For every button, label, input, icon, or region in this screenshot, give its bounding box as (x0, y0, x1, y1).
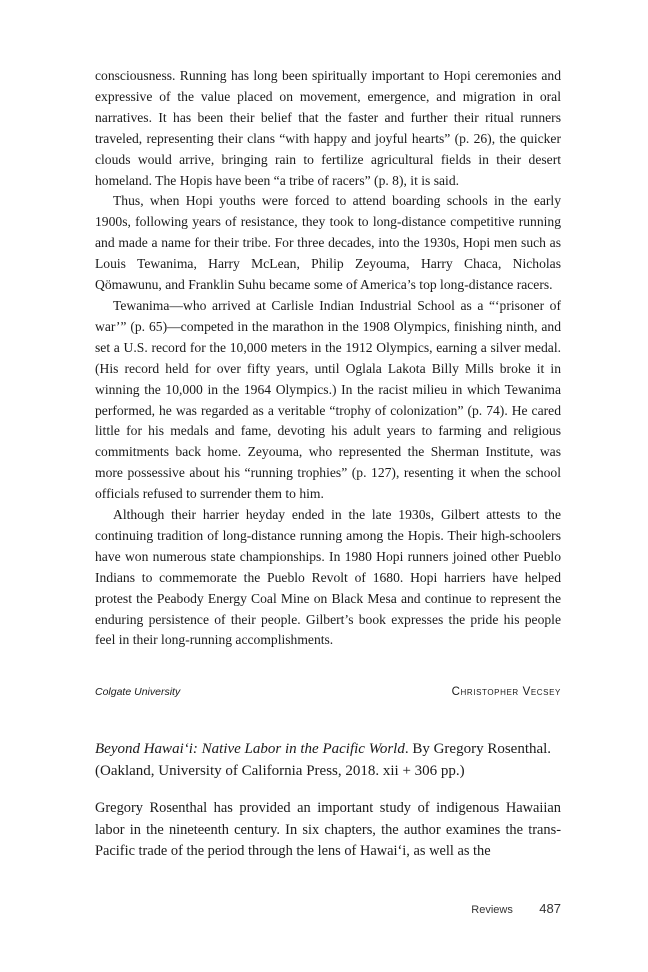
page-number: 487 (539, 901, 561, 916)
paragraph: Tewanima—who arrived at Carlisle Indian Industrial School as a “‘prisoner of war’” (p. 65)—competed in the marathon in the 1908 Olympics, finishing ninth, and set a U.S. record for the 10,000 meters in the 1912 Olympics, earning a silver medal. (His record held for over fifty years, until Oglala Lakota Billy Mills broke it in winning the 10,000 in the 1964 Olympics.) In the racist milieu in which Tewanima performed, he was regarded as a veritable “trophy of colonization” (p. 74). He cared little for his medals and fame, devoting his adult years to farming and religious commitments back home. Zeyouma, who represented the Sherman Institute, was more possessive about his “running trophies” (p. 127), resenting it when the school officials refused to surrender them to him. (95, 297, 561, 502)
paragraph: Thus, when Hopi youths were forced to attend boarding schools in the early 1900s, following years of resistance, they took to long-distance competitive running and made a name for their tribe. For three decades, into the 1930s, Hopi men such as Louis Tewanima, Harry McLean, Philip Zeyouma, Harry Chaca, Nicholas Qömawunu, and Franklin Suhu became some of America’s top long-distance racers. (95, 193, 561, 293)
reviewer-affiliation: Colgate University (95, 686, 181, 698)
reviewer-name: Christopher Vecsey (451, 686, 561, 698)
paragraph: Although their harrier heyday ended in the late 1930s, Gilbert attests to the continuing tradition of long-distance running among the Hopis. Their high-schoolers have won numerous state championships. In 1980 Hopi runners joined other Pueblo Indians to commemorate the Pueblo Revolt of 1680. Hopi harriers have helped protest the Peabody Energy Coal Mine on Black Mesa and continue to represent the enduring persistence of their people. Gilbert’s book expresses the pride his people feel in their long-running accomplishments. (95, 507, 561, 648)
review-signature (95, 684, 561, 700)
review-body (95, 798, 561, 863)
book-title: Beyond Hawai‘i: Native Labor in the Pacific World (95, 741, 405, 757)
paragraph: consciousness. Running has long been spiritually important to Hopi ceremonies and expressive of the value placed on movement, emergence, and migration in oral narratives. It has been their belief that the faster and further their ritual runners traveled, representing their clans “with happy and joyful hearts” (p. 26), the quicker clouds would arrive, bringing rain to fertilize agricultural fields in their desert homeland. The Hopis have been “a tribe of racers” (p. 8), it is said. (95, 68, 561, 188)
paragraph: Gregory Rosenthal has provided an important study of indigenous Hawaiian labor in the nineteenth century. In six chapters, the author examines the trans-Pacific trade of the period through the lens of Hawai‘i, as well as the (95, 800, 561, 859)
book-citation (95, 738, 561, 782)
book-byline: . By Gregory Rosenthal. (Oakland, University of California Press, 2018. xii + 306 pp.) (95, 741, 552, 779)
page-footer (471, 900, 561, 918)
running-head: Reviews (471, 904, 513, 916)
review-body (95, 66, 561, 651)
